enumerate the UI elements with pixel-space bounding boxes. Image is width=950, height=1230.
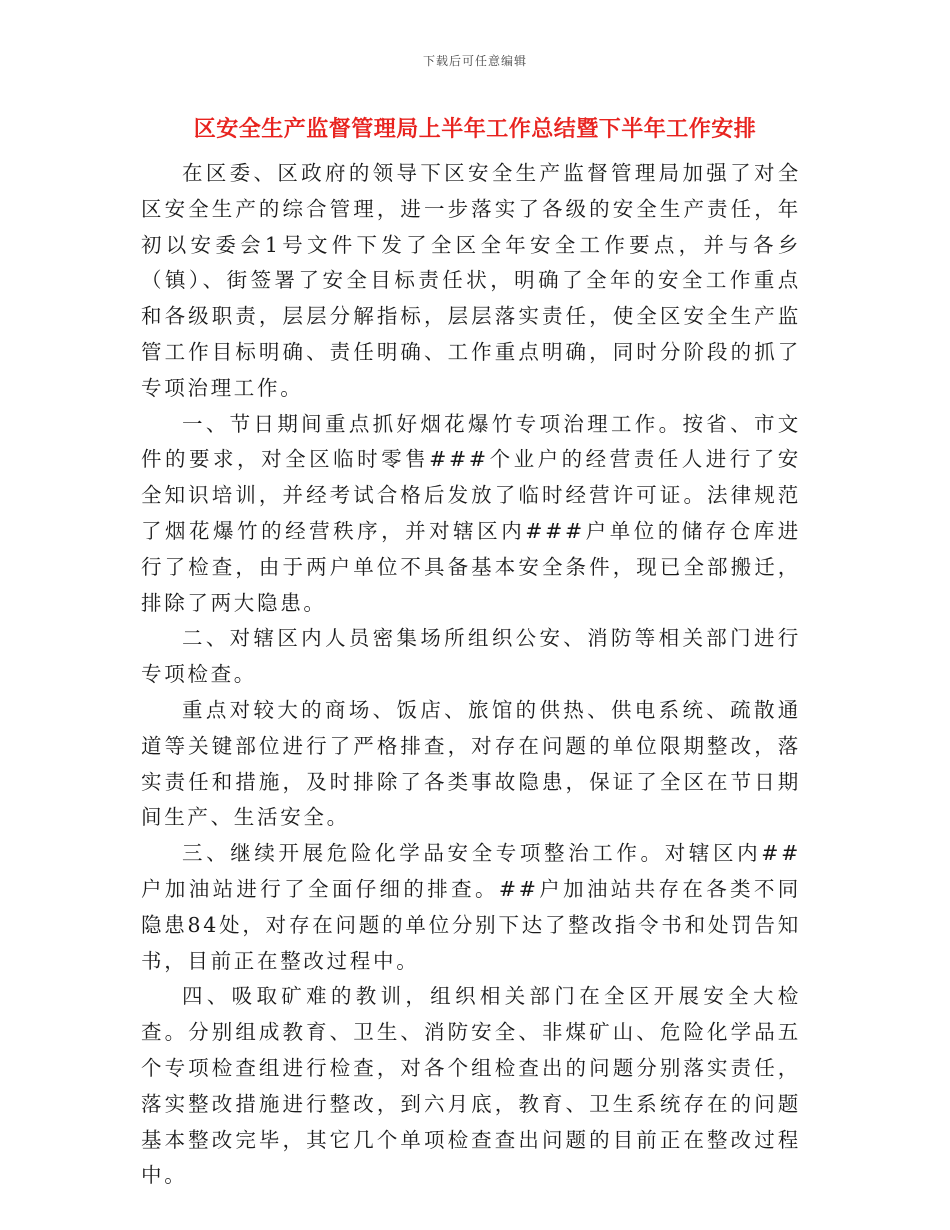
document-title: 区安全生产监督管理局上半年工作总结暨下半年工作安排 — [193, 117, 757, 142]
paragraph-section-4: 四、吸取矿难的教训，组织相关部门在全区开展安全大检查。分别组成教育、卫生、消防安全、非煤矿山、危险化学品五个专项检查组进行检查，对各个组检查出的问题分别落实责任，落实整改措施进行整改，到六月底，教育、卫生系统存在的问题基本整改完毕，其它几个单项检查查出问题的目前正在整改过程中。 — [141, 984, 801, 1188]
paragraph-section-2-detail: 重点对较大的商场、饭店、旅馆的供热、供电系统、疏散通道等关键部位进行了严格排查，对存在问题的单位限期整改，落实责任和措施，及时排除了各类事故隐患，保证了全区在节日期间生产、生活安全。 — [141, 697, 801, 830]
paragraph-intro: 在区委、区政府的领导下区安全生产监督管理局加强了对全区安全生产的综合管理，进一步落实了各级的安全生产责任，年初以安委会1号文件下发了全区全年安全工作要点，并与各乡（镇）、街签署了安全目标责任状，明确了全年的安全工作重点和各级职责，层层分解指标，层层落实责任，使全区安全生产监管工作目标明确、责任明确、工作重点明确，同时分阶段的抓了专项治理工作。 — [141, 161, 801, 400]
page-header: 下载后可任意编辑 — [422, 54, 527, 68]
paragraph-section-1: 一、节日期间重点抓好烟花爆竹专项治理工作。按省、市文件的要求，对全区临时零售###个业户的经营责任人进行了安全知识培训，并经考试合格后发放了临时经营许可证。法律规范了烟花爆竹的经营秩序，并对辖区内###户单位的储存仓库进行了检查，由于两户单位不具备基本安全条件，现已全部搬迁，排除了两大隐患。 — [141, 411, 801, 615]
document-body — [141, 156, 801, 1194]
paragraph-section-2: 二、对辖区内人员密集场所组织公安、消防等相关部门进行专项检查。 — [141, 626, 801, 687]
paragraph-section-3: 三、继续开展危险化学品安全专项整治工作。对辖区内##户加油站进行了全面仔细的排查。##户加油站共存在各类不同隐患84处，对存在问题的单位分别下达了整改指令书和处罚告知书，目前正在整改过程中。 — [141, 841, 801, 973]
